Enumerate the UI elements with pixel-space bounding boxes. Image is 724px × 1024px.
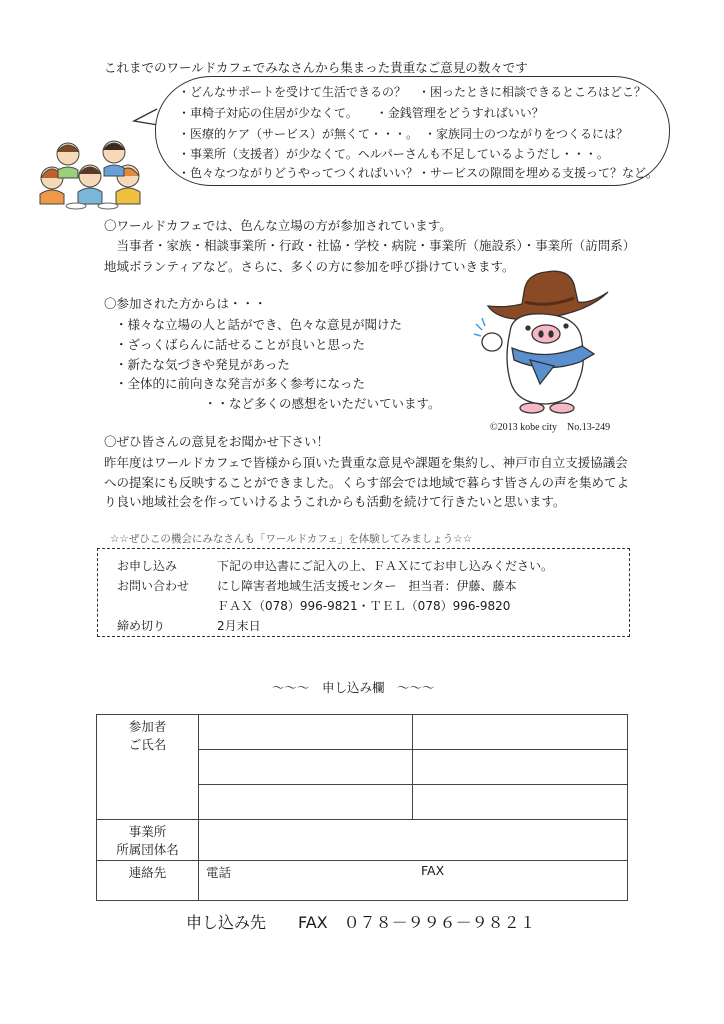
participant-label: ご氏名 — [128, 737, 167, 752]
apply-value: 下記の申込書にご記入の上、ＦＡＸにてお申し込みください。 — [217, 559, 554, 573]
opinion-line: ・どんなサポートを受けて生活できるの？ ・困ったときに相談できるところはどこ？ — [178, 85, 647, 99]
deadline-value: 2月末日 — [217, 619, 261, 633]
participant-label-cell — [97, 715, 199, 820]
participant-name-field[interactable] — [199, 750, 413, 785]
request-body-line: り良い地域社会を作っていけるようこれからも活動を続けて行きたいと思います。 — [104, 494, 566, 509]
request-body-line: 昨年度はワールドカフェで皆様から頂いた貴重な意見や課題を集約し、神戸市自立支援協議会 — [104, 455, 628, 470]
fax-label: FAX — [421, 863, 445, 878]
contact-info-field[interactable] — [199, 861, 628, 901]
org-name-field[interactable] — [199, 820, 628, 861]
feedback-heading: 〇参加された方からは・・・ — [104, 296, 267, 311]
deadline-label: 締め切り — [117, 619, 166, 633]
participant-label: 参加者 — [128, 719, 167, 734]
contact-label: お問い合わせ — [117, 579, 190, 593]
footer-fax: 申し込み先 FAX ０７８－９９６－９８２１ — [186, 913, 536, 932]
request-body-line: への提案にも反映することができました。くらす部会では地域で暮らす皆さんの声を集めてよ — [104, 475, 630, 490]
request-heading: 〇ぜひ皆さんの意見をお聞かせ下さい！ — [104, 434, 330, 449]
feedback-item: ・様々な立場の人と話ができ、色々な意見が聞けた — [115, 317, 403, 332]
application-form — [96, 714, 627, 900]
mascot-credit: ©2013 kobe city No.13-249 — [490, 422, 611, 433]
contact-numbers: ＦＡＸ（078）996-9821・ＴＥＬ（078）996-9820 — [217, 599, 511, 613]
opinion-line: ・医療的ケア（サービス）が無くて・・・。 ・家族同士のつながりをつくるには？ — [178, 127, 629, 141]
opinion-line: ・色々なつながりどうやってつくればいい？・サービスの隙間を埋める支援って？など。 — [178, 166, 659, 180]
org-label-cell — [97, 820, 199, 861]
contact-info-label: 連絡先 — [128, 865, 167, 880]
contact-label-cell — [97, 861, 199, 901]
form-title: ～～～ 申し込み欄 ～～～ — [272, 680, 435, 695]
opinion-line: ・車椅子対応の住居が少なくて。 ・金銭管理をどうすればいい？ — [178, 106, 544, 120]
participant-name-field[interactable] — [413, 715, 628, 750]
contact-value: にし障害者地域生活支援センター 担当者：伊藤、藤本 — [217, 579, 517, 593]
feedback-item: ・ざっくばらんに話せることが良いと思った — [115, 337, 366, 352]
participants-line: 地域ボランティアなど。さらに、多くの方に参加を呼び掛けていきます。 — [104, 259, 515, 274]
feedback-item: ・新たな気づきや発見があった — [115, 357, 290, 372]
participant-name-field[interactable] — [413, 785, 628, 820]
apply-label: お申し込み — [117, 559, 178, 573]
feedback-item: ・全体的に前向きな発言が多く参考になった — [115, 376, 366, 391]
feedback-closing: ・・など多くの感想をいただいています。 — [204, 396, 441, 411]
people-group-illustration — [36, 132, 148, 212]
participants-line: 当事者・家族・相談事業所・行政・社協・学校・病院・事業所（施設系）・事業所（訪問系） — [104, 238, 636, 253]
participant-name-field[interactable] — [199, 715, 413, 750]
invite-text: ☆☆ぜひこの機会にみなさんも「ワールドカフェ」を体験してみましょう☆☆ — [110, 533, 473, 545]
mascot-illustration — [470, 262, 620, 414]
org-label: 所属団体名 — [116, 842, 179, 857]
participants-heading: 〇ワールドカフェでは、色んな立場の方が参加されています。 — [104, 218, 452, 233]
participant-name-field[interactable] — [199, 785, 413, 820]
opinion-line: ・事業所（支援者）が少なくて。ヘルパーさんも不足しているようだし・・・。 — [178, 147, 609, 161]
participant-name-field[interactable] — [413, 750, 628, 785]
phone-label: 電話 — [206, 865, 232, 880]
org-label: 事業所 — [128, 824, 167, 839]
intro-text: これまでのワールドカフェでみなさんから集まった貴重なご意見の数々です — [104, 60, 528, 75]
